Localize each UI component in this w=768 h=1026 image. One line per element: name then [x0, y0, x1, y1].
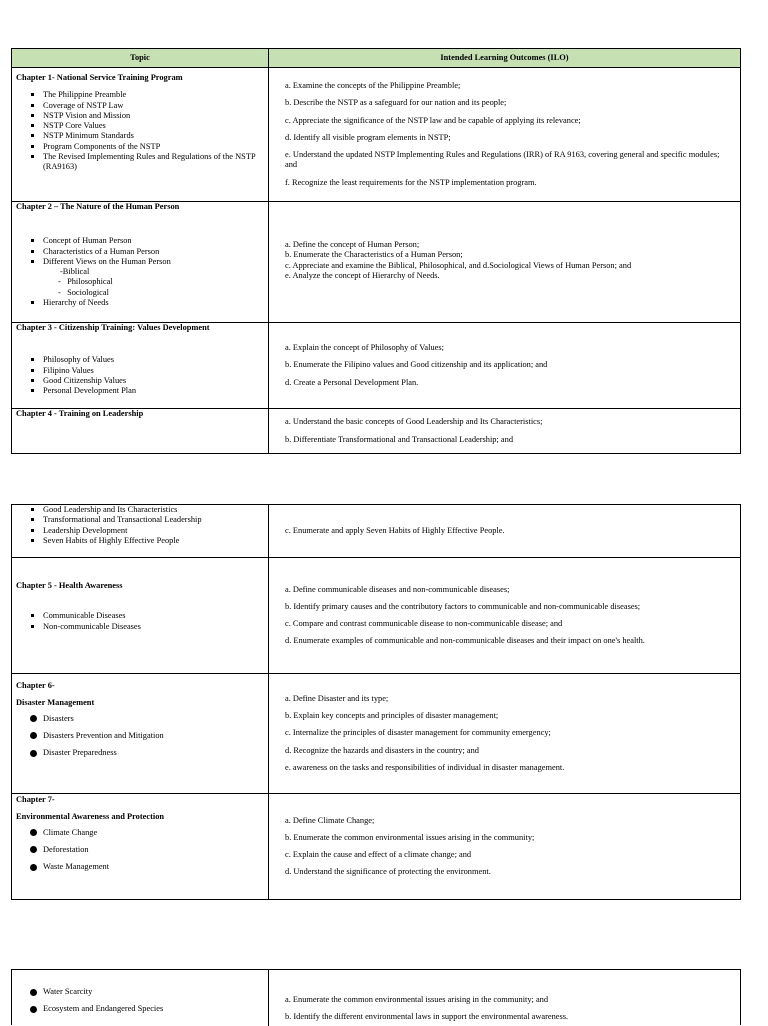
- chapter-7-row: [12, 793, 740, 899]
- ilo-item: c. Appreciate and examine the Biblical, Philosophical, and d.Sociological Views of Human Person; and: [285, 260, 632, 270]
- chapter-4-continued-row: [12, 505, 740, 557]
- list-item: Non-communicable Diseases: [43, 622, 264, 632]
- list-item: Concept of Human Person: [43, 236, 264, 246]
- ilo-item: f. Recognize the least requirements for the NSTP implementation program.: [285, 177, 537, 187]
- view-biblical: -Biblical: [60, 267, 90, 276]
- list-item: Transformational and Transactional Leadership: [43, 515, 264, 525]
- ilo-item: b. Enumerate the Filipino values and Good citizenship and its application; and: [285, 360, 548, 370]
- chapter-7-continued-topic-cell: [12, 970, 269, 1026]
- list-item: Leadership Development: [43, 526, 264, 536]
- ilo-item: d. Enumerate examples of communicable and non-communicable diseases and their impact on one's health.: [285, 636, 645, 646]
- list-item: NSTP Core Values: [43, 121, 264, 131]
- list-item: Good Citizenship Values: [43, 376, 264, 386]
- syllabus-table-part-1: [11, 48, 741, 454]
- syllabus-table-part-3: [11, 969, 741, 1025]
- ilo-item: a. Define communicable diseases and non-communicable diseases;: [285, 584, 510, 594]
- ilo-item: e. awareness on the tasks and responsibilities of individual in disaster management.: [285, 762, 565, 772]
- chapter-7-topic-list: [16, 828, 264, 873]
- list-item: Ecosystem and Endangered Species: [43, 1004, 264, 1014]
- chapter-2-topic-list-end: [16, 298, 264, 308]
- chapter-4-continued-ilo-cell: [269, 505, 740, 557]
- ilo-item: c. Enumerate and apply Seven Habits of Highly Effective People.: [285, 525, 505, 535]
- list-item: Seven Habits of Highly Effective People: [43, 536, 264, 546]
- ilo-item: d. Create a Personal Development Plan.: [285, 377, 419, 387]
- ilo-item: c. Explain the cause and effect of a climate change; and: [285, 850, 472, 859]
- list-item: Personal Development Plan: [43, 386, 264, 396]
- chapter-7-title-line-2: Environmental Awareness and Protection: [16, 812, 165, 822]
- chapter-7-continued-row: [12, 970, 740, 1026]
- chapter-4-title: Chapter 4 - Training on Leadership: [16, 409, 144, 418]
- chapter-7-topic-cell: [12, 794, 269, 899]
- list-item: Different Views on the Human Person: [43, 257, 264, 267]
- ilo-item: c. Internalize the principles of disaster management for community emergency;: [285, 728, 551, 738]
- chapter-7-ilo-cell: [269, 794, 740, 899]
- chapter-3-topic-list: [16, 355, 264, 396]
- ilo-item: b. Identify primary causes and the contributory factors to communicable and non-communicable diseases;: [285, 601, 641, 611]
- list-item: NSTP Minimum Standards: [43, 131, 264, 141]
- chapter-7-title-line-1: Chapter 7-: [16, 795, 55, 804]
- chapter-5-title: Chapter 5 - Health Awareness: [16, 581, 123, 590]
- topic-column-header: Topic: [12, 49, 269, 67]
- ilo-item: b. Identify the different environmental laws in support the environmental awareness.: [285, 1012, 569, 1022]
- chapter-4-continued-topic-cell: [12, 505, 269, 557]
- ilo-item: b. Enumerate the Characteristics of a Human Person;: [285, 250, 463, 260]
- chapter-3-title: Chapter 3 - Citizenship Training: Values Development: [16, 323, 210, 332]
- table-header-row: [12, 49, 740, 67]
- chapter-3-topic-cell: [12, 323, 269, 408]
- ilo-item: c. Compare and contrast communicable disease to non-communicable disease; and: [285, 619, 563, 628]
- chapter-6-ilo-cell: [269, 674, 740, 793]
- ilo-item: b. Explain key concepts and principles of disaster management;: [285, 711, 499, 721]
- chapter-1-topic-cell: [12, 68, 269, 201]
- chapter-1-topic-list: [16, 90, 264, 172]
- list-item: Coverage of NSTP Law: [43, 101, 264, 111]
- list-item: Water Scarcity: [43, 987, 264, 997]
- list-item: Disasters Prevention and Mitigation: [43, 731, 264, 741]
- chapter-4-topic-list: [16, 505, 264, 546]
- chapter-2-topic-list: [16, 236, 264, 267]
- ilo-item: a. Examine the concepts of the Philippine Preamble;: [285, 81, 461, 91]
- ilo-item: a. Enumerate the common environmental issues arising in the community; and: [285, 995, 549, 1004]
- ilo-item: a. Define the concept of Human Person;: [285, 240, 420, 249]
- syllabus-table-part-2: [11, 504, 741, 900]
- chapter-5-topic-cell: [12, 558, 269, 673]
- ilo-item: c. Appreciate the significance of the NSTP law and be capable of applying its relevance;: [285, 115, 581, 125]
- chapter-2-row: [12, 201, 740, 322]
- list-item: The Revised Implementing Rules and Regulations of the NSTP (RA9163): [43, 152, 264, 173]
- ilo-item: d. Identify all visible program elements in NSTP;: [285, 132, 451, 142]
- chapter-4-topic-cell: [12, 409, 269, 453]
- list-item: Program Components of the NSTP: [43, 142, 264, 152]
- list-item: Waste Management: [43, 862, 264, 872]
- list-item: The Philippine Preamble: [43, 90, 264, 100]
- ilo-item: b. Enumerate the common environmental issues arising in the community;: [285, 832, 535, 842]
- chapter-1-ilo-cell: [269, 68, 740, 201]
- chapter-6-topic-list: [16, 714, 264, 759]
- list-item: Philosophy of Values: [43, 355, 264, 365]
- chapter-4-ilo-cell: [269, 409, 740, 453]
- chapter-2-ilo-cell: [269, 202, 740, 322]
- chapter-2-title: Chapter 2 – The Nature of the Human Person: [16, 202, 180, 211]
- list-item: Disaster Preparedness: [43, 748, 264, 758]
- chapter-2-topic-cell: [12, 202, 269, 322]
- ilo-item: d. Understand the significance of protecting the environment.: [285, 867, 491, 877]
- ilo-item: a. Explain the concept of Philosophy of Values;: [285, 343, 444, 353]
- ilo-item: b. Describe the NSTP as a safeguard for our nation and its people;: [285, 98, 507, 108]
- ilo-item: a. Define Disaster and its type;: [285, 693, 389, 703]
- ilo-column-header: Intended Learning Outcomes (ILO): [440, 52, 569, 62]
- chapter-4-row: [12, 408, 740, 453]
- ilo-item: e. Analyze the concept of Hierarchy of Needs.: [285, 270, 440, 280]
- chapter-6-topic-cell: [12, 674, 269, 793]
- chapter-7-continued-ilo-cell: [269, 970, 740, 1026]
- list-item: NSTP Vision and Mission: [43, 111, 264, 121]
- chapter-3-row: [12, 322, 740, 408]
- list-item: Communicable Diseases: [43, 611, 264, 621]
- chapter-5-row: [12, 557, 740, 673]
- chapter-3-ilo-cell: [269, 323, 740, 408]
- list-item: Disasters: [43, 714, 264, 724]
- ilo-item: b. Differentiate Transformational and Transactional Leadership; and: [285, 434, 514, 444]
- chapter-6-title-line-1: Chapter 6-: [16, 681, 55, 690]
- chapter-5-topic-list: [16, 611, 264, 632]
- list-item: Climate Change: [43, 828, 264, 838]
- chapter-1-row: [12, 67, 740, 201]
- list-item: Hierarchy of Needs: [43, 298, 264, 308]
- chapter-7-topic-list-continued: [16, 987, 264, 1015]
- ilo-item: a. Understand the basic concepts of Good Leadership and Its Characteristics;: [285, 417, 543, 427]
- list-item: Characteristics of a Human Person: [43, 247, 264, 257]
- chapter-6-row: [12, 673, 740, 793]
- chapter-5-ilo-cell: [269, 558, 740, 673]
- list-item: Good Leadership and Its Characteristics: [43, 505, 264, 515]
- list-item: Deforestation: [43, 845, 264, 855]
- view-philosophical: - Philosophical: [58, 277, 113, 287]
- ilo-item: a. Define Climate Change;: [285, 815, 375, 825]
- ilo-item: d. Recognize the hazards and disasters in the country; and: [285, 745, 479, 755]
- view-sociological: - Sociological: [58, 287, 109, 297]
- chapter-6-title-line-2: Disaster Management: [16, 698, 95, 708]
- ilo-item: e. Understand the updated NSTP Implementing Rules and Regulations (IRR) of RA 9163, covering general and specific modules; and: [285, 150, 720, 170]
- chapter-1-title: Chapter 1- National Service Training Program: [16, 73, 183, 82]
- list-item: Filipino Values: [43, 366, 264, 376]
